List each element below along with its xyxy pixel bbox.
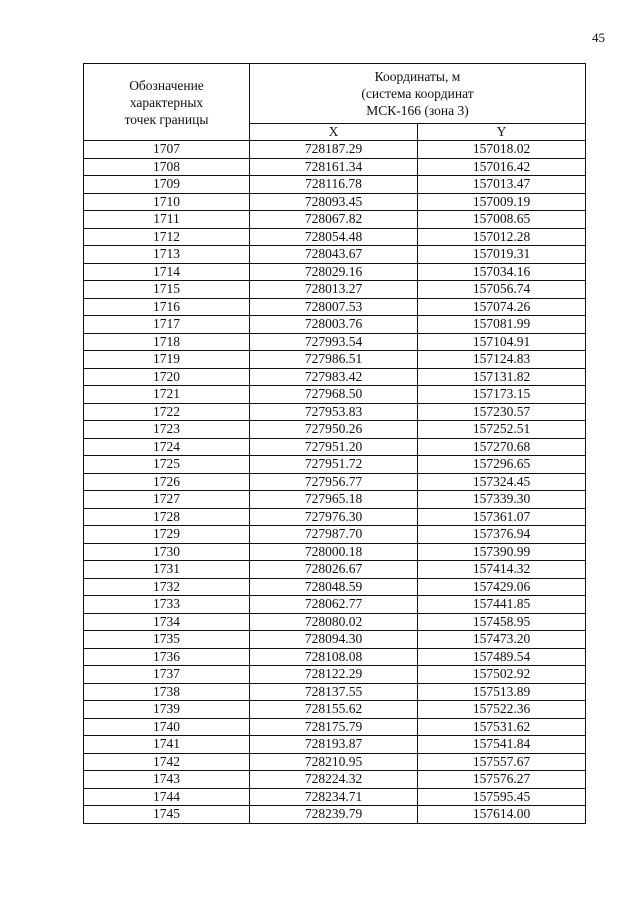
table-row xyxy=(84,491,586,509)
x-coordinate-cell: 727951.72 xyxy=(250,456,418,474)
x-coordinate-cell: 727976.30 xyxy=(250,508,418,526)
point-number-cell: 1743 xyxy=(84,771,250,789)
y-coordinate-cell: 157081.99 xyxy=(418,316,586,334)
table-row xyxy=(84,316,586,334)
table-row xyxy=(84,281,586,299)
point-number-cell: 1707 xyxy=(84,141,250,159)
table-row xyxy=(84,543,586,561)
x-coordinate-cell: 728193.87 xyxy=(250,736,418,754)
header-y: Y xyxy=(418,123,586,140)
x-coordinate-cell: 728067.82 xyxy=(250,211,418,229)
y-coordinate-cell: 157595.45 xyxy=(418,788,586,806)
x-coordinate-cell: 728026.67 xyxy=(250,561,418,579)
point-number-cell: 1742 xyxy=(84,753,250,771)
x-coordinate-cell: 728187.29 xyxy=(250,141,418,159)
point-number-cell: 1731 xyxy=(84,561,250,579)
y-coordinate-cell: 157324.45 xyxy=(418,473,586,491)
x-coordinate-cell: 727968.50 xyxy=(250,386,418,404)
point-number-cell: 1716 xyxy=(84,298,250,316)
header-coordinates-text: Координаты, м (система координат МСК-166 (зона 3) xyxy=(361,68,474,118)
x-coordinate-cell: 727956.77 xyxy=(250,473,418,491)
y-coordinate-cell: 157458.95 xyxy=(418,613,586,631)
point-number-cell: 1729 xyxy=(84,526,250,544)
y-coordinate-cell: 157074.26 xyxy=(418,298,586,316)
y-coordinate-cell: 157429.06 xyxy=(418,578,586,596)
table-row xyxy=(84,228,586,246)
table-row xyxy=(84,718,586,736)
point-number-cell: 1717 xyxy=(84,316,250,334)
table-row xyxy=(84,736,586,754)
x-coordinate-cell: 728116.78 xyxy=(250,176,418,194)
table-row xyxy=(84,526,586,544)
x-coordinate-cell: 727953.83 xyxy=(250,403,418,421)
table-row xyxy=(84,753,586,771)
x-coordinate-cell: 728137.55 xyxy=(250,683,418,701)
x-coordinate-cell: 728210.95 xyxy=(250,753,418,771)
point-number-cell: 1734 xyxy=(84,613,250,631)
y-coordinate-cell: 157502.92 xyxy=(418,666,586,684)
point-number-cell: 1738 xyxy=(84,683,250,701)
table-row xyxy=(84,648,586,666)
x-coordinate-cell: 727987.70 xyxy=(250,526,418,544)
point-number-cell: 1710 xyxy=(84,193,250,211)
point-number-cell: 1735 xyxy=(84,631,250,649)
table-row xyxy=(84,683,586,701)
y-coordinate-cell: 157614.00 xyxy=(418,806,586,824)
point-number-cell: 1741 xyxy=(84,736,250,754)
x-coordinate-cell: 728080.02 xyxy=(250,613,418,631)
header-point-designation xyxy=(84,64,250,141)
table-row xyxy=(84,333,586,351)
point-number-cell: 1737 xyxy=(84,666,250,684)
point-number-cell: 1722 xyxy=(84,403,250,421)
x-coordinate-cell: 728108.08 xyxy=(250,648,418,666)
y-coordinate-cell: 157056.74 xyxy=(418,281,586,299)
table-row xyxy=(84,666,586,684)
point-number-cell: 1718 xyxy=(84,333,250,351)
point-number-cell: 1715 xyxy=(84,281,250,299)
x-coordinate-cell: 728155.62 xyxy=(250,701,418,719)
y-coordinate-cell: 157376.94 xyxy=(418,526,586,544)
y-coordinate-cell: 157441.85 xyxy=(418,596,586,614)
table-row xyxy=(84,211,586,229)
table-row xyxy=(84,298,586,316)
table-row xyxy=(84,788,586,806)
table-row xyxy=(84,158,586,176)
point-number-cell: 1708 xyxy=(84,158,250,176)
header-coordinates xyxy=(250,64,586,124)
point-number-cell: 1745 xyxy=(84,806,250,824)
point-number-cell: 1739 xyxy=(84,701,250,719)
point-number-cell: 1733 xyxy=(84,596,250,614)
table-row xyxy=(84,246,586,264)
x-coordinate-cell: 727950.26 xyxy=(250,421,418,439)
table-row xyxy=(84,368,586,386)
table-row xyxy=(84,771,586,789)
y-coordinate-cell: 157173.15 xyxy=(418,386,586,404)
point-number-cell: 1723 xyxy=(84,421,250,439)
table-row xyxy=(84,631,586,649)
table-header xyxy=(84,64,586,141)
x-coordinate-cell: 727951.20 xyxy=(250,438,418,456)
x-coordinate-cell: 728054.48 xyxy=(250,228,418,246)
x-coordinate-cell: 728224.32 xyxy=(250,771,418,789)
table-row xyxy=(84,351,586,369)
x-coordinate-cell: 728062.77 xyxy=(250,596,418,614)
header-x: X xyxy=(250,123,418,140)
table-row xyxy=(84,263,586,281)
x-coordinate-cell: 727986.51 xyxy=(250,351,418,369)
table-row xyxy=(84,596,586,614)
y-coordinate-cell: 157522.36 xyxy=(418,701,586,719)
table-row xyxy=(84,578,586,596)
y-coordinate-cell: 157230.57 xyxy=(418,403,586,421)
point-number-cell: 1721 xyxy=(84,386,250,404)
coordinates-table xyxy=(83,63,586,824)
y-coordinate-cell: 157296.65 xyxy=(418,456,586,474)
table-row xyxy=(84,141,586,159)
y-coordinate-cell: 157361.07 xyxy=(418,508,586,526)
x-coordinate-cell: 728161.34 xyxy=(250,158,418,176)
point-number-cell: 1712 xyxy=(84,228,250,246)
y-coordinate-cell: 157414.32 xyxy=(418,561,586,579)
y-coordinate-cell: 157541.84 xyxy=(418,736,586,754)
table-row xyxy=(84,438,586,456)
header-point-designation-text: Обозначение характерных точек границы xyxy=(124,77,209,127)
y-coordinate-cell: 157513.89 xyxy=(418,683,586,701)
point-number-cell: 1732 xyxy=(84,578,250,596)
point-number-cell: 1709 xyxy=(84,176,250,194)
x-coordinate-cell: 728175.79 xyxy=(250,718,418,736)
x-coordinate-cell: 727965.18 xyxy=(250,491,418,509)
table-row xyxy=(84,508,586,526)
point-number-cell: 1726 xyxy=(84,473,250,491)
point-number-cell: 1725 xyxy=(84,456,250,474)
y-coordinate-cell: 157019.31 xyxy=(418,246,586,264)
y-coordinate-cell: 157390.99 xyxy=(418,543,586,561)
x-coordinate-cell: 728003.76 xyxy=(250,316,418,334)
table-row xyxy=(84,613,586,631)
x-coordinate-cell: 728239.79 xyxy=(250,806,418,824)
table-row xyxy=(84,403,586,421)
y-coordinate-cell: 157012.28 xyxy=(418,228,586,246)
y-coordinate-cell: 157104.91 xyxy=(418,333,586,351)
y-coordinate-cell: 157009.19 xyxy=(418,193,586,211)
table-body xyxy=(84,141,586,824)
y-coordinate-cell: 157473.20 xyxy=(418,631,586,649)
y-coordinate-cell: 157557.67 xyxy=(418,753,586,771)
y-coordinate-cell: 157270.68 xyxy=(418,438,586,456)
point-number-cell: 1730 xyxy=(84,543,250,561)
y-coordinate-cell: 157124.83 xyxy=(418,351,586,369)
x-coordinate-cell: 728048.59 xyxy=(250,578,418,596)
point-number-cell: 1713 xyxy=(84,246,250,264)
x-coordinate-cell: 728234.71 xyxy=(250,788,418,806)
table-row xyxy=(84,806,586,824)
table-row xyxy=(84,421,586,439)
x-coordinate-cell: 727993.54 xyxy=(250,333,418,351)
x-coordinate-cell: 728000.18 xyxy=(250,543,418,561)
point-number-cell: 1736 xyxy=(84,648,250,666)
point-number-cell: 1724 xyxy=(84,438,250,456)
y-coordinate-cell: 157008.65 xyxy=(418,211,586,229)
y-coordinate-cell: 157018.02 xyxy=(418,141,586,159)
table-row xyxy=(84,473,586,491)
x-coordinate-cell: 728043.67 xyxy=(250,246,418,264)
x-coordinate-cell: 728093.45 xyxy=(250,193,418,211)
x-coordinate-cell: 728094.30 xyxy=(250,631,418,649)
table-row xyxy=(84,386,586,404)
x-coordinate-cell: 728122.29 xyxy=(250,666,418,684)
point-number-cell: 1727 xyxy=(84,491,250,509)
y-coordinate-cell: 157016.42 xyxy=(418,158,586,176)
x-coordinate-cell: 728029.16 xyxy=(250,263,418,281)
y-coordinate-cell: 157339.30 xyxy=(418,491,586,509)
point-number-cell: 1719 xyxy=(84,351,250,369)
table-row xyxy=(84,561,586,579)
y-coordinate-cell: 157531.62 xyxy=(418,718,586,736)
point-number-cell: 1714 xyxy=(84,263,250,281)
x-coordinate-cell: 728007.53 xyxy=(250,298,418,316)
point-number-cell: 1740 xyxy=(84,718,250,736)
table-row xyxy=(84,701,586,719)
y-coordinate-cell: 157013.47 xyxy=(418,176,586,194)
point-number-cell: 1728 xyxy=(84,508,250,526)
x-coordinate-cell: 728013.27 xyxy=(250,281,418,299)
y-coordinate-cell: 157034.16 xyxy=(418,263,586,281)
point-number-cell: 1711 xyxy=(84,211,250,229)
page-number: 45 xyxy=(592,30,605,45)
table-row xyxy=(84,176,586,194)
point-number-cell: 1744 xyxy=(84,788,250,806)
y-coordinate-cell: 157131.82 xyxy=(418,368,586,386)
table-row xyxy=(84,456,586,474)
point-number-cell: 1720 xyxy=(84,368,250,386)
y-coordinate-cell: 157252.51 xyxy=(418,421,586,439)
x-coordinate-cell: 727983.42 xyxy=(250,368,418,386)
y-coordinate-cell: 157489.54 xyxy=(418,648,586,666)
y-coordinate-cell: 157576.27 xyxy=(418,771,586,789)
table-row xyxy=(84,193,586,211)
